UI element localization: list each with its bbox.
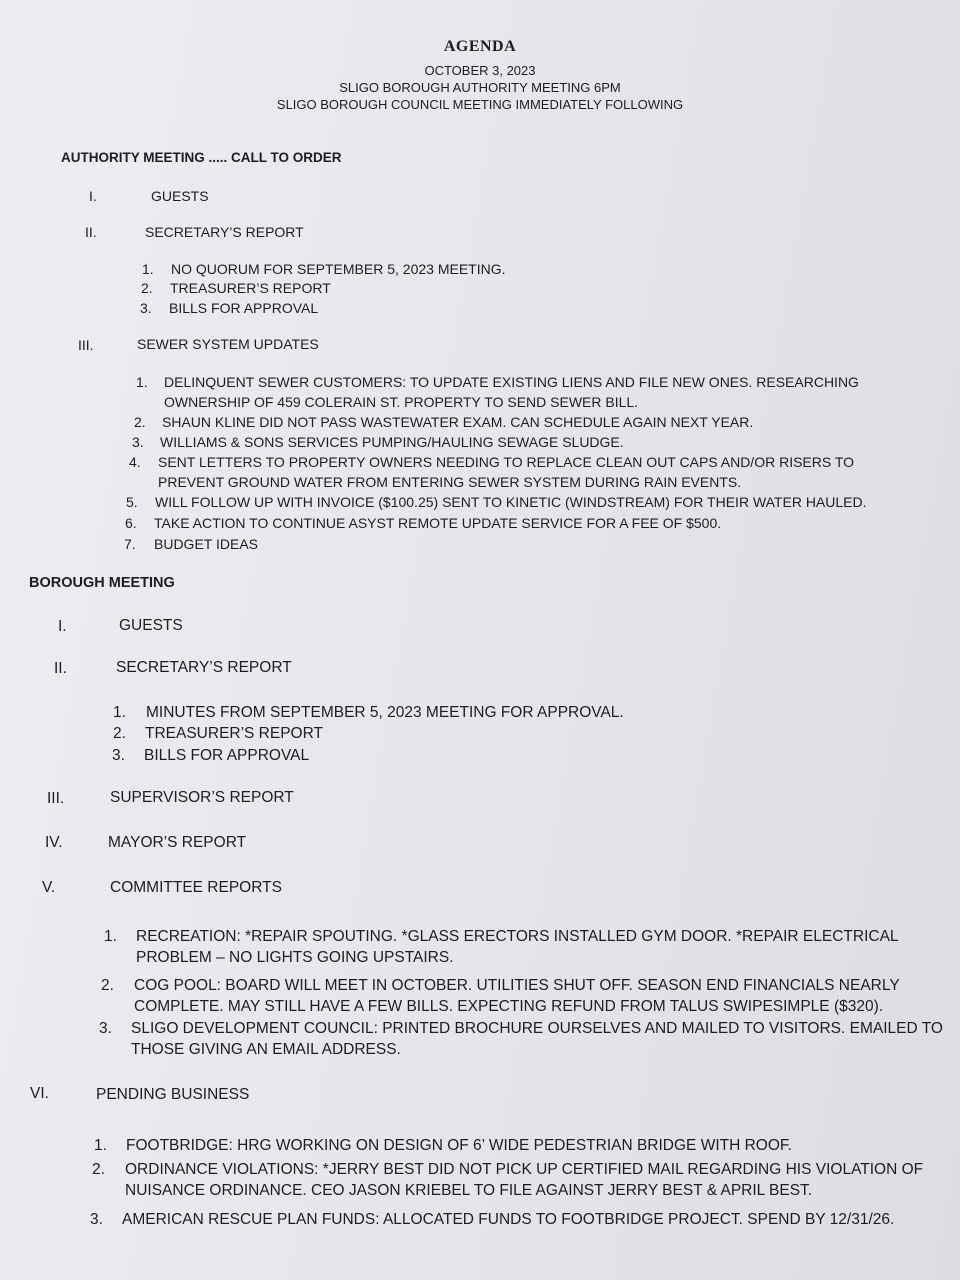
- section-title-secretary-report: SECRETARY’S REPORT: [116, 659, 292, 676]
- list-item: [113, 702, 673, 723]
- list-item: [136, 372, 876, 412]
- list-item: [113, 723, 673, 744]
- list-item: [112, 745, 672, 766]
- list-item: [140, 298, 640, 318]
- list-item: [126, 492, 926, 512]
- item-number: 3.: [140, 300, 152, 316]
- list-item: [142, 259, 642, 279]
- list-item: [90, 1209, 940, 1230]
- section-title-pending-business: PENDING BUSINESS: [96, 1086, 250, 1103]
- list-item: [101, 975, 921, 1017]
- item-text: MINUTES FROM SEPTEMBER 5, 2023 MEETING FOR APPROVAL.: [146, 704, 624, 721]
- list-item: [132, 432, 872, 452]
- list-item: [124, 534, 864, 554]
- item-number: 3.: [90, 1211, 103, 1228]
- section-number: VI.: [30, 1085, 49, 1102]
- item-number: 1.: [113, 704, 126, 721]
- item-text: BILLS FOR APPROVAL: [169, 300, 319, 316]
- item-number: 2.: [134, 414, 146, 430]
- item-text: WILL FOLLOW UP WITH INVOICE ($100.25) SENT TO KINETIC (WINDSTREAM) FOR THEIR WATER HAULED.: [155, 494, 867, 510]
- item-text: FOOTBRIDGE: HRG WORKING ON DESIGN OF 6’ WIDE PEDESTRIAN BRIDGE WITH ROOF.: [126, 1137, 792, 1154]
- item-text: BILLS FOR APPROVAL: [144, 747, 310, 764]
- item-number: 3.: [112, 747, 125, 764]
- page-title: AGENDA: [443, 38, 517, 55]
- borough-heading: BOROUGH MEETING: [29, 575, 175, 591]
- list-item: [141, 278, 641, 298]
- section-title-committee-reports: COMMITTEE REPORTS: [110, 879, 282, 896]
- item-text: SENT LETTERS TO PROPERTY OWNERS NEEDING TO REPLACE CLEAN OUT CAPS AND/OR RISERS TO PREVENT GROUND WATER FROM ENTERING SEWER SYSTEM DURING RAIN EVENTS.: [158, 454, 855, 490]
- section-number: II.: [85, 224, 97, 240]
- agenda-header: [0, 38, 960, 113]
- item-text: AMERICAN RESCUE PLAN FUNDS: ALLOCATED FUNDS TO FOOTBRIDGE PROJECT. SPEND BY 12/31/26.: [122, 1211, 895, 1228]
- item-number: 3.: [132, 434, 144, 450]
- section-number: V.: [42, 879, 56, 896]
- item-number: 2.: [113, 725, 126, 742]
- list-item: [94, 1135, 894, 1156]
- section-title-mayor-report: MAYOR’S REPORT: [108, 834, 247, 851]
- list-item: [99, 1018, 949, 1060]
- item-text: ORDINANCE VIOLATIONS: *JERRY BEST DID NOT PICK UP CERTIFIED MAIL REGARDING HIS VIOLATION OF NUISANCE ORDINANCE. CEO JASON KRIEBEL TO FILE AGAINST JERRY BEST & APRIL BEST.: [125, 1161, 924, 1199]
- section-number: II.: [54, 660, 67, 677]
- section-title-supervisor-report: SUPERVISOR’S REPORT: [110, 789, 294, 806]
- item-text: WILLIAMS & SONS SERVICES PUMPING/HAULING SEWAGE SLUDGE.: [160, 434, 624, 450]
- list-item: [92, 1159, 942, 1201]
- item-number: 6.: [125, 515, 137, 531]
- section-number: III.: [78, 337, 94, 353]
- item-text: COG POOL: BOARD WILL MEET IN OCTOBER. UTILITIES SHUT OFF. SEASON END FINANCIALS NEARLY COMPLETE. MAY STILL HAVE A FEW BILLS. EXPECTING REFUND FROM TALUS SWIPESIMPLE ($320).: [134, 977, 900, 1015]
- section-title-sewer-updates: SEWER SYSTEM UPDATES: [137, 336, 319, 352]
- item-number: 1.: [104, 928, 117, 945]
- item-text: SLIGO DEVELOPMENT COUNCIL: PRINTED BROCHURE OURSELVES AND MAILED TO VISITORS. EMAILED TO THOSE GIVING AN EMAIL ADDRESS.: [131, 1020, 943, 1058]
- section-number: IV.: [45, 834, 63, 851]
- item-text: TAKE ACTION TO CONTINUE ASYST REMOTE UPDATE SERVICE FOR A FEE OF $500.: [154, 515, 722, 531]
- authority-meeting-line: SLIGO BOROUGH AUTHORITY MEETING 6PM: [339, 80, 621, 95]
- meeting-date: OCTOBER 3, 2023: [424, 63, 536, 78]
- section-title-guests: GUESTS: [151, 188, 209, 204]
- council-meeting-line: SLIGO BOROUGH COUNCIL MEETING IMMEDIATELY FOLLOWING: [276, 97, 684, 112]
- item-number: 2.: [101, 977, 114, 994]
- item-text: NO QUORUM FOR SEPTEMBER 5, 2023 MEETING.: [171, 261, 506, 277]
- item-number: 1.: [142, 261, 154, 277]
- item-text: SHAUN KLINE DID NOT PASS WASTEWATER EXAM. CAN SCHEDULE AGAIN NEXT YEAR.: [162, 414, 754, 430]
- section-number: I.: [89, 188, 97, 204]
- item-number: 3.: [99, 1020, 112, 1037]
- item-text: DELINQUENT SEWER CUSTOMERS: TO UPDATE EXISTING LIENS AND FILE NEW ONES. RESEARCHING OWNERSHIP OF 459 COLERAIN ST. PROPERTY TO SEND SEWER BILL.: [164, 374, 859, 410]
- list-item: [125, 513, 865, 533]
- item-number: 2.: [141, 280, 153, 296]
- item-number: 5.: [126, 494, 138, 510]
- list-item: [134, 412, 874, 432]
- item-text: TREASURER’S REPORT: [170, 280, 331, 296]
- item-number: 7.: [124, 536, 136, 552]
- list-item: [104, 926, 904, 968]
- item-number: 1.: [136, 374, 148, 390]
- section-number: I.: [58, 618, 67, 635]
- list-item: [129, 452, 929, 492]
- item-number: 1.: [94, 1137, 107, 1154]
- item-text: TREASURER’S REPORT: [145, 725, 323, 742]
- authority-heading: AUTHORITY MEETING ..... CALL TO ORDER: [61, 150, 342, 165]
- section-number: III.: [47, 790, 65, 807]
- item-text: RECREATION: *REPAIR SPOUTING. *GLASS ERECTORS INSTALLED GYM DOOR. *REPAIR ELECTRICAL PROBLEM – NO LIGHTS GOING UPSTAIRS.: [136, 928, 898, 966]
- item-number: 2.: [92, 1161, 105, 1178]
- section-title-guests: GUESTS: [119, 617, 183, 634]
- item-number: 4.: [129, 454, 141, 470]
- item-text: BUDGET IDEAS: [154, 536, 258, 552]
- section-title-secretary-report: SECRETARY’S REPORT: [145, 224, 304, 240]
